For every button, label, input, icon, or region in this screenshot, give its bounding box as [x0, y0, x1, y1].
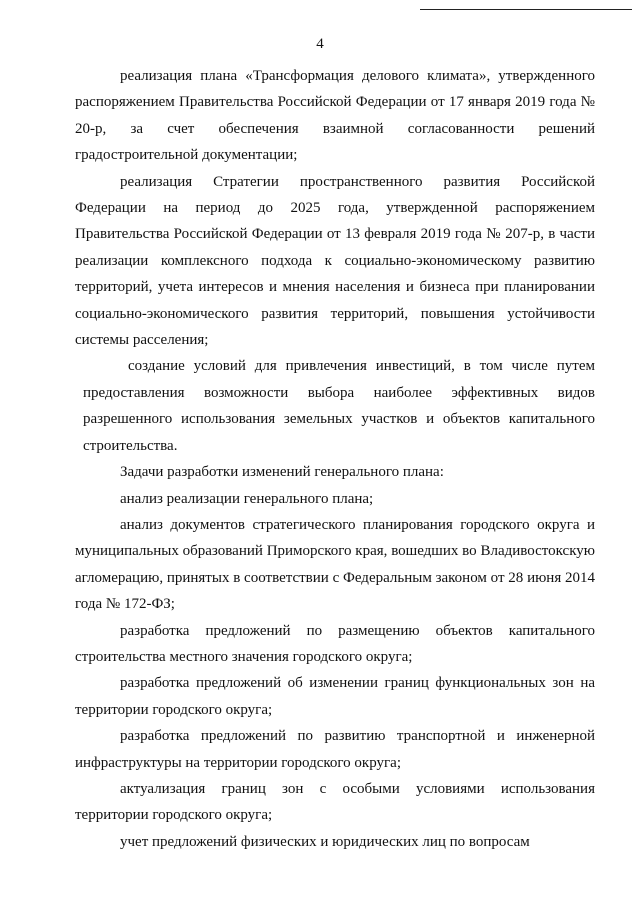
- paragraph-analysis-general-plan: анализ реализации генерального плана;: [120, 490, 374, 507]
- paragraph-transport-infrastructure: разработка предложений по развитию транспортной и инженерной инфраструктуры на территории городского округа;: [75, 728, 595, 771]
- paragraph-proposals-accounting: учет предложений физических и юридических лиц по вопросам: [120, 833, 530, 850]
- paragraph-plan-transformation: реализация плана «Трансформация делового климата», утвержденного распоряжением Правительства Российской Федерации от 17 января 2019 года № 20-р, за счет обеспечения взаимной согласованности решений градостроительной документации;: [75, 68, 595, 164]
- paragraph-capital-construction: разработка предложений по размещению объектов капитального строительства местного значения городского округа;: [75, 622, 595, 665]
- header-rule: [420, 9, 632, 10]
- paragraph-spatial-strategy: реализация Стратегии пространственного развития Российской Федерации на период до 2025 года, утвержденной распоряжением Правительства Российской Федерации от 13 февраля 2019 года № 207-р, в части реализации комплексного подхода к социально-экономическому развитию территорий, учета интересов и мнения населения и бизнеса при планировании социально-экономического развития территорий, повышения устойчивости системы расселения;: [75, 173, 595, 349]
- paragraph-analysis-strategic-documents: анализ документов стратегического планирования городского округа и муниципальных образований Приморского края, вошедших во Владивостокскую агломерацию, принятых в соответствии с Федеральным законом от 28 июня 2014 года № 172-ФЗ;: [75, 516, 595, 613]
- paragraph-investment-conditions: создание условий для привлечения инвестиций, в том числе путем предоставления возможности выбора наиболее эффективных видов разрешенного использования земельных участков и объектов капитального строительства.: [83, 358, 595, 454]
- page-number: 4: [316, 36, 324, 52]
- document-body: [75, 63, 595, 855]
- paragraph-functional-zones: разработка предложений об изменении границ функциональных зон на территории городского округа;: [75, 675, 595, 718]
- paragraph-tasks-heading: Задачи разработки изменений генерального плана:: [120, 464, 444, 481]
- paragraph-special-conditions-zones: актуализация границ зон с особыми условиями использования территории городского округа;: [75, 780, 595, 824]
